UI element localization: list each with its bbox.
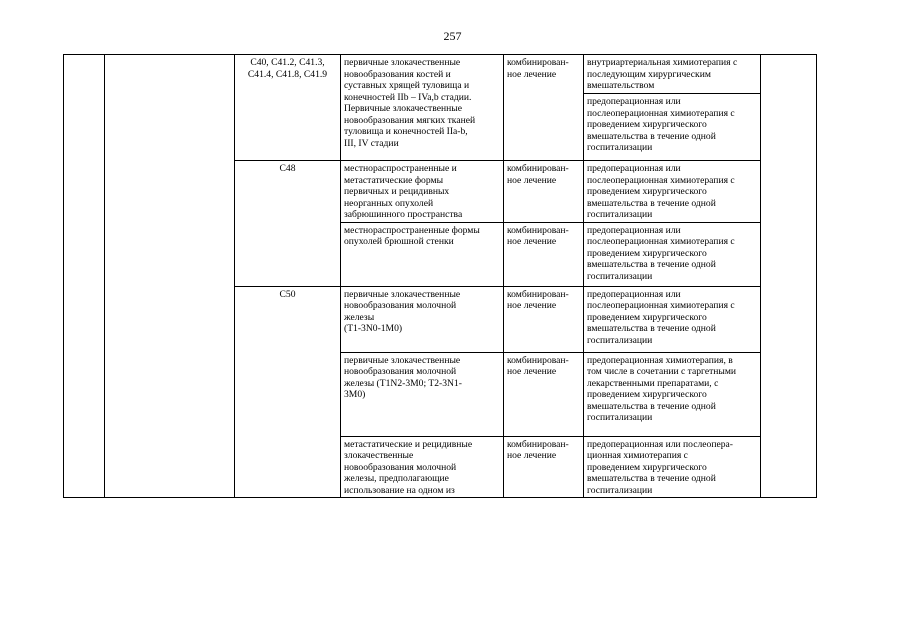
empty-cell-number	[64, 55, 105, 498]
method-cell: предоперационная или послеопера- ционная химиотерапия с проведением хирургического вмешательства в течение одной госпитализации	[584, 436, 761, 498]
diagnosis-cell: первичные злокачественные новообразования костей и суставных хрящей туловища и конечностей IIb – IVa,b стадии. Первичные злокачественные новообразования мягких тканей туловища и конечностей IIa-b, III, IV стадии	[341, 55, 504, 161]
medical-care-table	[63, 54, 817, 498]
diagnosis-cell: местнораспространенные и метастатические формы первичных и рецидивных неорганных опухолей забрюшинного пространства	[341, 161, 504, 223]
method-cell: предоперационная или послеоперационная химиотерапия с проведением хирургического вмешательства в течение одной госпитализации	[584, 286, 761, 352]
treatment-type-cell: комбинирован- ное лечение	[504, 286, 584, 352]
method-cell: предоперационная или послеоперационная химиотерапия с проведением хирургического вмешательства в течение одной госпитализации	[584, 222, 761, 286]
icd-code-cell: C48	[235, 161, 341, 287]
treatment-type-cell: комбинирован- ное лечение	[504, 352, 584, 436]
treatment-type-cell: комбинирован- ное лечение	[504, 55, 584, 161]
page-number: 257	[443, 29, 462, 43]
treatment-type-cell: комбинирован- ное лечение	[504, 222, 584, 286]
icd-code-cell: C40, C41.2, C41.3, C41.4, C41.8, C41.9	[235, 55, 341, 161]
method-cell: внутриартериальная химиотерапия с последующим хирургическим вмешательством	[584, 55, 761, 94]
icd-code-cell: C50	[235, 286, 341, 498]
method-cell: предоперационная или послеоперационная химиотерапия с проведением хирургического вмешательства в течение одной госпитализации	[584, 94, 761, 161]
empty-cell-cost	[761, 55, 817, 498]
treatment-type-cell: комбинирован- ное лечение	[504, 436, 584, 498]
diagnosis-cell: метастатические и рецидивные злокачественные новообразования молочной железы, предполагающие использование на одном из	[341, 436, 504, 498]
diagnosis-cell: первичные злокачественные новообразования молочной железы (T1-3N0-1M0)	[341, 286, 504, 352]
table-row	[64, 55, 817, 94]
empty-cell-profile	[105, 55, 235, 498]
diagnosis-cell: первичные злокачественные новообразования молочной железы (T1N2-3M0; T2-3N1- 3M0)	[341, 352, 504, 436]
treatment-type-cell: комбинирован- ное лечение	[504, 161, 584, 223]
method-cell: предоперационная химиотерапия, в том числе в сочетании с таргетными лекарственными препаратами, с проведением хирургического вмешательства в течение одной госпитализации	[584, 352, 761, 436]
method-cell: предоперационная или послеоперационная химиотерапия с проведением хирургического вмешательства в течение одной госпитализации	[584, 161, 761, 223]
diagnosis-cell: местнораспространенные формы опухолей брюшной стенки	[341, 222, 504, 286]
